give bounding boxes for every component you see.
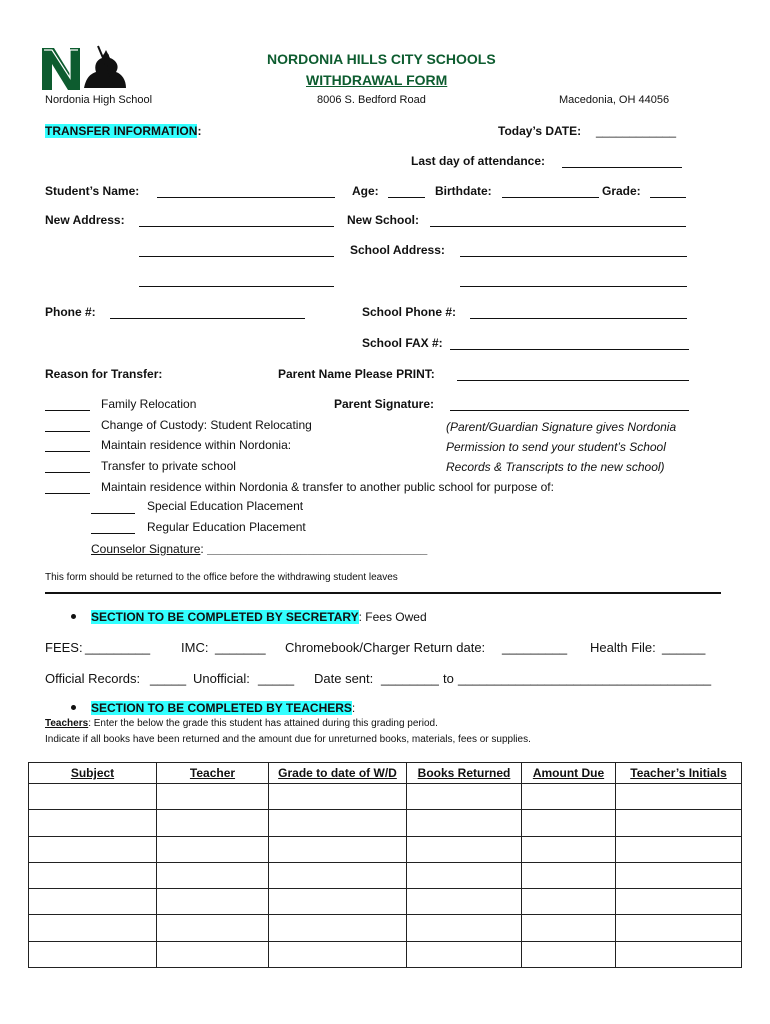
table-row: [29, 889, 742, 915]
fees-label: FEES:: [45, 640, 83, 655]
bullet-icon: [71, 614, 76, 619]
column-header-teacher: Teacher: [157, 763, 269, 784]
date-sent-field[interactable]: ________: [381, 671, 439, 686]
todays-date-label: Today’s DATE:: [498, 124, 582, 138]
table-cell[interactable]: [522, 862, 616, 888]
school-address-label: School Address:: [350, 243, 445, 257]
school-name: Nordonia High School: [45, 94, 153, 106]
school-address: 8006 S. Bedford Road: [317, 94, 426, 106]
section-divider: [45, 592, 721, 594]
reason-family-relocation: Family Relocation: [101, 397, 197, 411]
new-address-field-1[interactable]: [139, 226, 334, 227]
table-cell[interactable]: [616, 810, 742, 836]
phone-label: Phone #:: [45, 305, 96, 319]
table-cell[interactable]: [616, 941, 742, 967]
parent-name-label: Parent Name Please PRINT:: [278, 367, 435, 381]
table-cell[interactable]: [157, 889, 269, 915]
student-name-label: Student’s Name:: [45, 184, 140, 198]
school-address-field-1[interactable]: [460, 256, 687, 257]
teachers-instruction-1: Teachers: Enter the below the grade this student has attained during this grading period.: [45, 718, 438, 729]
sub-reason-checkbox-2[interactable]: [91, 533, 135, 534]
new-address-field-2[interactable]: [139, 256, 334, 257]
signature-note-2: Permission to send your student’s School: [446, 440, 666, 454]
signature-note-1: (Parent/Guardian Signature gives Nordonia: [446, 420, 677, 434]
parent-name-field[interactable]: [457, 380, 689, 381]
birthdate-label: Birthdate:: [435, 184, 492, 198]
table-row: [29, 862, 742, 888]
table-cell[interactable]: [29, 915, 157, 941]
form-title: WITHDRAWAL FORM: [306, 72, 448, 88]
school-city: Macedonia, OH 44056: [559, 94, 670, 106]
column-header-amount-due: Amount Due: [522, 763, 616, 784]
grade-field[interactable]: [650, 197, 686, 198]
date-sent-label: Date sent:: [314, 671, 374, 686]
table-header-row: [29, 763, 742, 784]
table-cell[interactable]: [269, 810, 407, 836]
reason-checkbox-4[interactable]: [45, 472, 90, 473]
health-file-field[interactable]: ______: [662, 640, 706, 655]
teachers-heading: SECTION TO BE COMPLETED BY TEACHERS:: [91, 701, 356, 715]
reason-maintain-residence: Maintain residence within Nordonia:: [101, 438, 292, 452]
parent-signature-field[interactable]: [450, 410, 689, 411]
table-cell[interactable]: [616, 836, 742, 862]
column-header-books-returned: Books Returned: [407, 763, 522, 784]
table-row: [29, 941, 742, 967]
counselor-signature-field[interactable]: _________________________________: [207, 542, 428, 556]
reason-checkbox-5[interactable]: [45, 493, 90, 494]
table-cell[interactable]: [157, 836, 269, 862]
signature-note-3: Records & Transcripts to the new school): [446, 460, 665, 474]
birthdate-field[interactable]: [502, 197, 599, 198]
table-cell[interactable]: [407, 889, 522, 915]
teachers-instruction-2: Indicate if all books have been returned and the amount due for unreturned books, materials, fees or supplies.: [45, 734, 531, 745]
unofficial-label: Unofficial:: [193, 671, 250, 686]
grade-label: Grade:: [602, 184, 641, 198]
reason-checkbox-2[interactable]: [45, 431, 90, 432]
table-row: [29, 915, 742, 941]
column-header-grade: Grade to date of W/D: [269, 763, 407, 784]
table-cell[interactable]: [157, 941, 269, 967]
nordonia-knight-logo-icon: [40, 44, 130, 92]
chromebook-field[interactable]: _________: [502, 640, 568, 655]
school-phone-field[interactable]: [470, 318, 687, 319]
table-cell[interactable]: [407, 915, 522, 941]
table-cell[interactable]: [29, 862, 157, 888]
sub-reason-checkbox-1[interactable]: [91, 513, 135, 514]
school-phone-label: School Phone #:: [362, 305, 457, 319]
phone-field[interactable]: [110, 318, 305, 319]
age-field[interactable]: [388, 197, 425, 198]
column-header-teacher-initials: Teacher’s Initials: [616, 763, 742, 784]
counselor-signature: Counselor Signature: _________________________________: [91, 542, 428, 556]
grades-table: [28, 762, 742, 968]
table-cell[interactable]: [269, 941, 407, 967]
reason-private-school: Transfer to private school: [101, 459, 236, 473]
table-cell[interactable]: [522, 784, 616, 810]
last-day-field[interactable]: [562, 167, 682, 168]
table-cell[interactable]: [29, 836, 157, 862]
table-cell[interactable]: [616, 862, 742, 888]
school-fax-field[interactable]: [450, 349, 689, 350]
fees-field[interactable]: _________: [85, 640, 151, 655]
imc-field[interactable]: _______: [215, 640, 266, 655]
new-address-field-3[interactable]: [139, 286, 334, 287]
table-cell[interactable]: [157, 915, 269, 941]
school-address-field-2[interactable]: [460, 286, 687, 287]
bullet-icon: [71, 705, 76, 710]
table-row: [29, 784, 742, 810]
chromebook-label: Chromebook/Charger Return date:: [285, 640, 486, 655]
table-cell[interactable]: [157, 810, 269, 836]
parent-signature-label: Parent Signature:: [334, 397, 435, 411]
reason-checkbox-3[interactable]: [45, 451, 90, 452]
table-cell[interactable]: [269, 889, 407, 915]
column-header-subject: Subject: [29, 763, 157, 784]
table-cell[interactable]: [407, 784, 522, 810]
to-label: to: [443, 671, 454, 686]
table-cell[interactable]: [616, 784, 742, 810]
table-cell[interactable]: [522, 941, 616, 967]
last-day-label: Last day of attendance:: [411, 154, 546, 168]
new-address-label: New Address:: [45, 213, 125, 227]
transfer-heading: TRANSFER INFORMATION:: [45, 124, 202, 138]
table-cell[interactable]: [269, 915, 407, 941]
return-note: This form should be returned to the office before the withdrawing student leaves: [45, 572, 398, 583]
table-cell[interactable]: [29, 810, 157, 836]
table-cell[interactable]: [522, 836, 616, 862]
to-field[interactable]: ___________________________________: [458, 671, 712, 686]
table-cell[interactable]: [407, 810, 522, 836]
table-cell[interactable]: [269, 836, 407, 862]
age-label: Age:: [352, 184, 379, 198]
table-cell[interactable]: [269, 862, 407, 888]
table-cell[interactable]: [407, 941, 522, 967]
health-file-label: Health File:: [590, 640, 656, 655]
table-row: [29, 810, 742, 836]
school-fax-label: School FAX #:: [362, 336, 443, 350]
table-cell[interactable]: [616, 915, 742, 941]
unofficial-field[interactable]: _____: [258, 671, 295, 686]
table-row: [29, 836, 742, 862]
new-school-label: New School:: [347, 213, 420, 227]
district-title: NORDONIA HILLS CITY SCHOOLS: [267, 51, 496, 67]
sub-reason-special-ed: Special Education Placement: [147, 499, 304, 513]
table-cell[interactable]: [29, 941, 157, 967]
official-records-field[interactable]: _____: [150, 671, 187, 686]
table-cell[interactable]: [616, 889, 742, 915]
imc-label: IMC:: [181, 640, 209, 655]
table-cell[interactable]: [522, 810, 616, 836]
table-cell[interactable]: [522, 915, 616, 941]
reason-change-of-custody: Change of Custody: Student Relocating: [101, 418, 312, 432]
todays-date-field[interactable]: ____________: [596, 124, 677, 138]
table-cell[interactable]: [29, 889, 157, 915]
student-name-field[interactable]: [157, 197, 335, 198]
table-cell[interactable]: [269, 784, 407, 810]
reason-public-school-transfer: Maintain residence within Nordonia & transfer to another public school for purpose of:: [101, 480, 554, 494]
secretary-heading: SECTION TO BE COMPLETED BY SECRETARY: Fees Owed: [91, 610, 427, 624]
table-cell[interactable]: [407, 836, 522, 862]
table-cell[interactable]: [407, 862, 522, 888]
table-cell[interactable]: [522, 889, 616, 915]
official-records-label: Official Records:: [45, 671, 141, 686]
table-cell[interactable]: [29, 784, 157, 810]
sub-reason-regular-ed: Regular Education Placement: [147, 520, 306, 534]
table-cell[interactable]: [157, 784, 269, 810]
reason-label: Reason for Transfer:: [45, 367, 163, 381]
new-school-field[interactable]: [430, 226, 686, 227]
reason-checkbox-1[interactable]: [45, 410, 90, 411]
table-cell[interactable]: [157, 862, 269, 888]
